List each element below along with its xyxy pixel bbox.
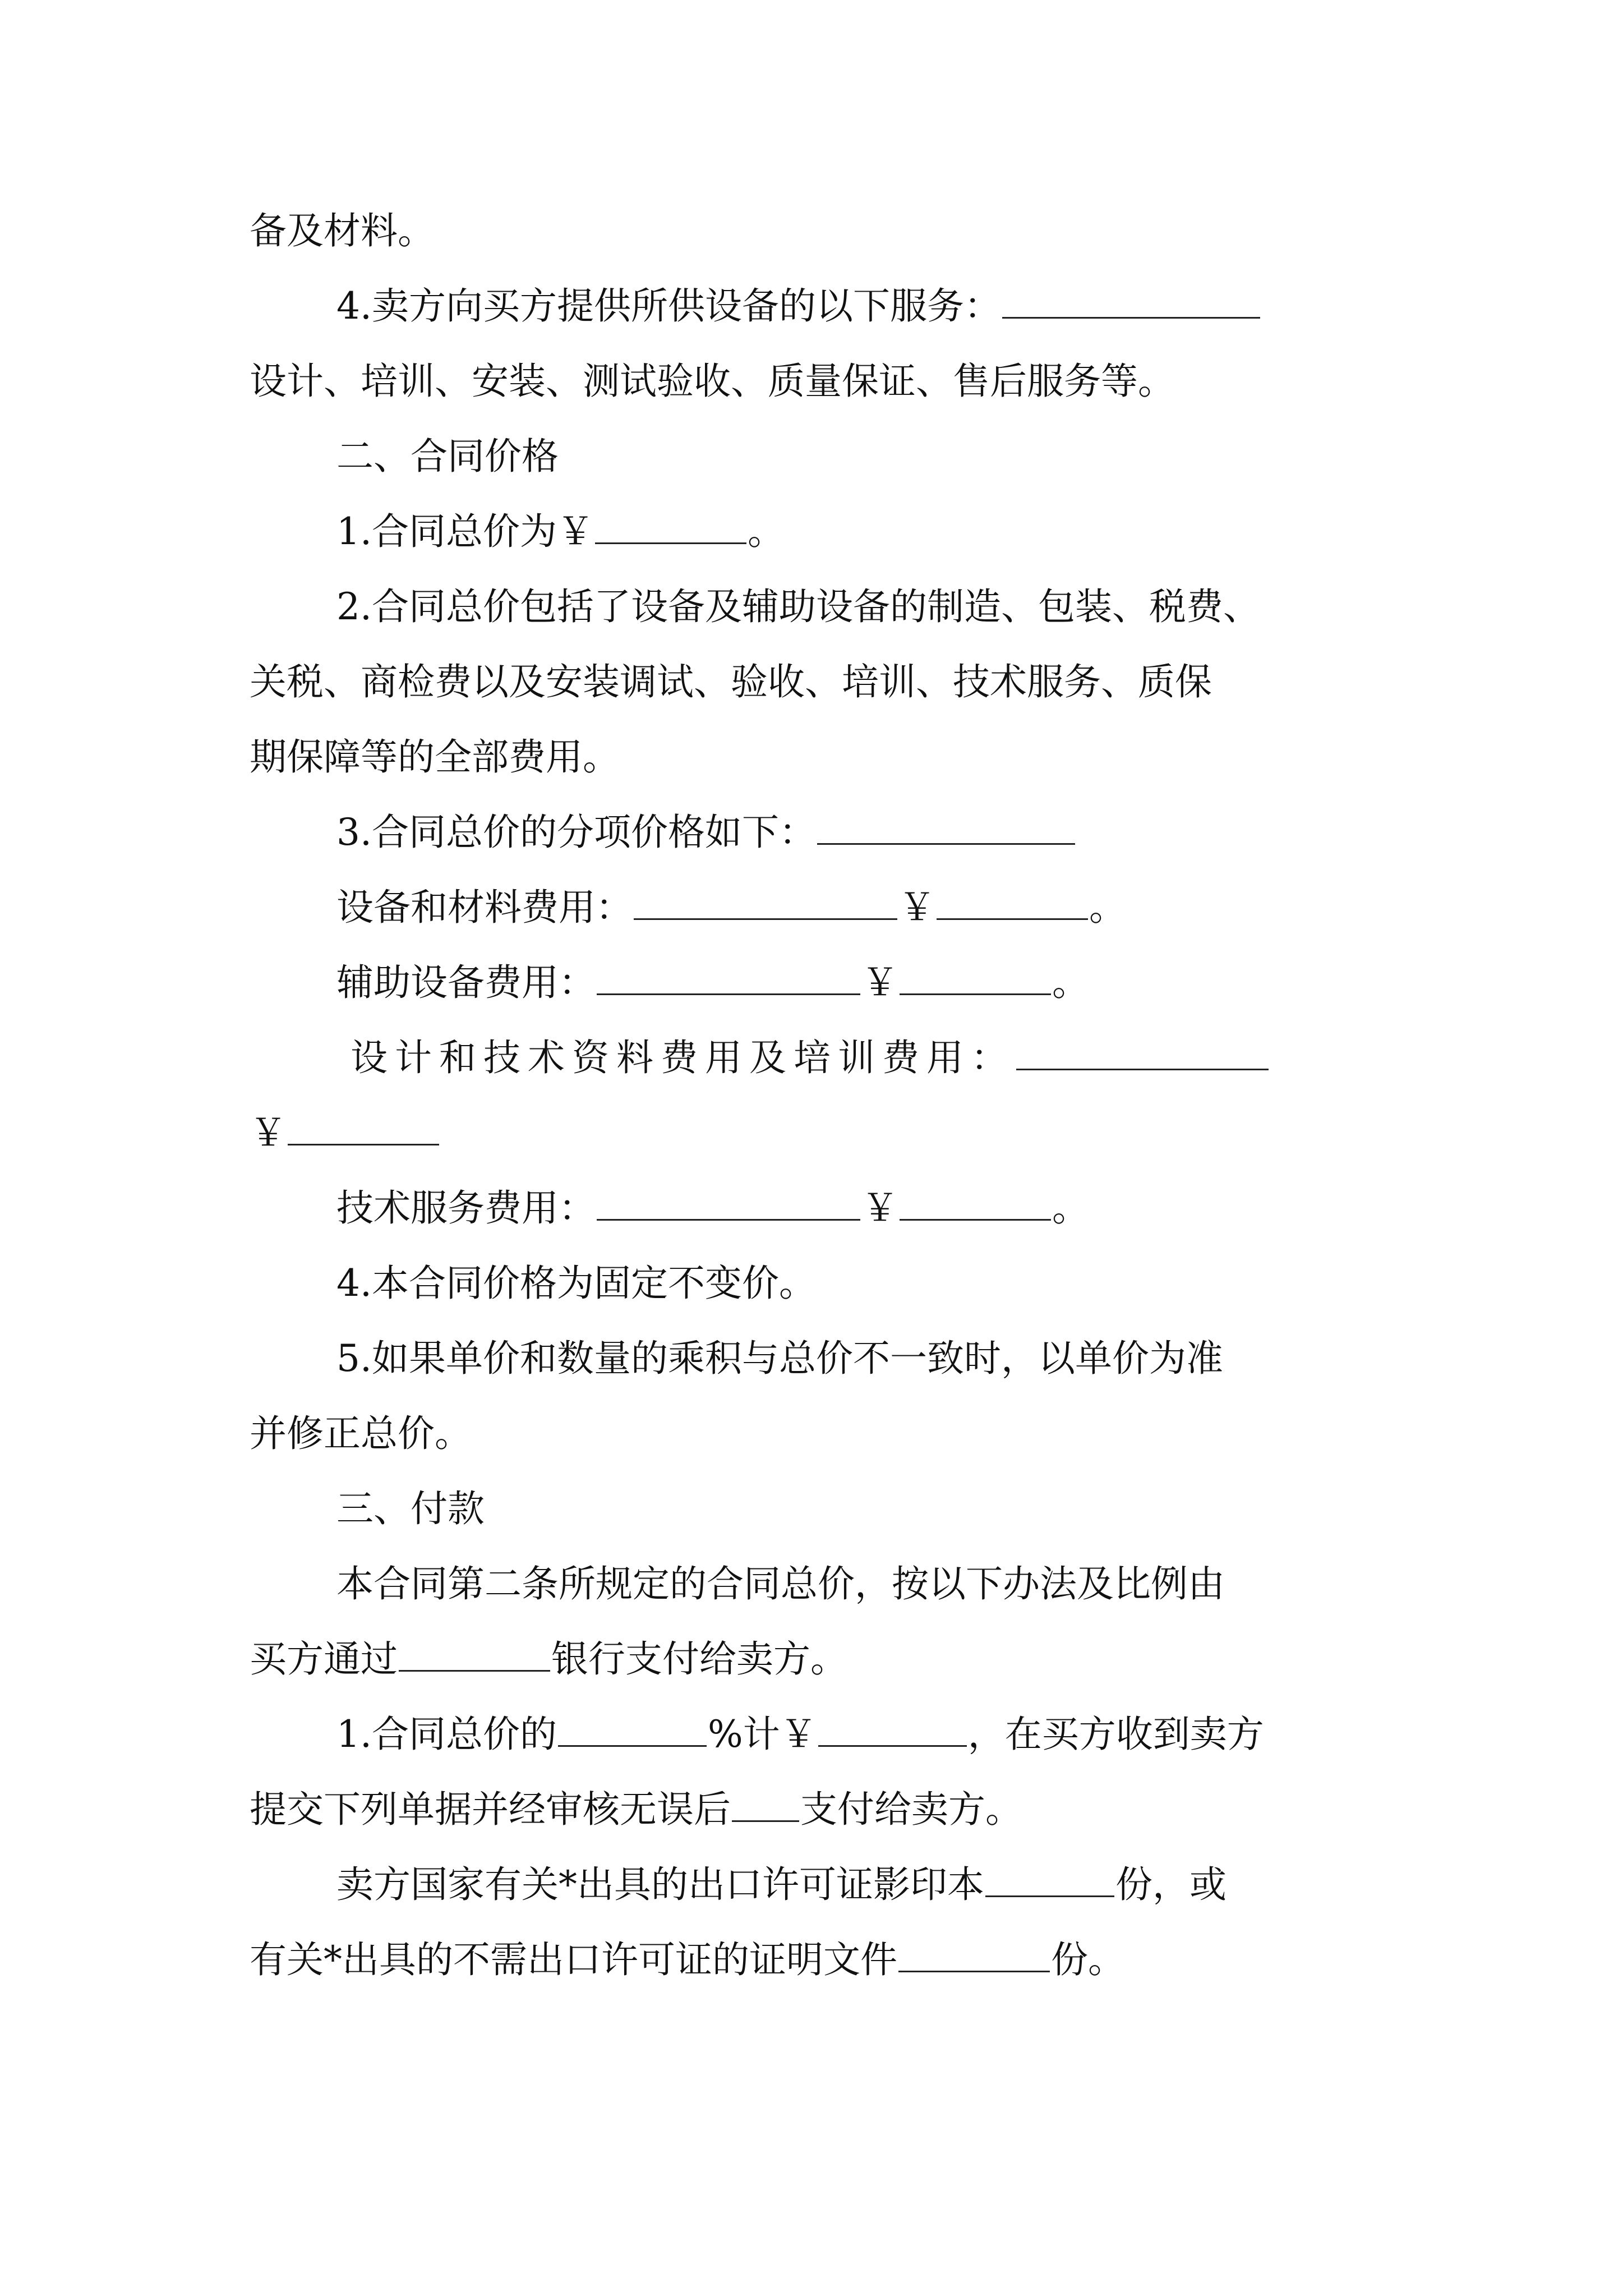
blank-field[interactable] [558,1713,707,1747]
text-line: 买方通过 银行支付给卖方。 [250,1637,847,1681]
blank-field[interactable] [732,1788,799,1822]
text-line: 辅助设备费用： ￥ 。 [336,961,1089,1004]
blank-field[interactable] [818,1713,967,1747]
blank-field[interactable] [595,510,746,544]
text-line: 4.卖方向买方提供所供设备的以下服务： [336,278,1388,334]
text-line: 卖方国家有关*出具的出口许可证影印本 份，或 [336,1863,1227,1906]
blank-field[interactable] [1002,284,1260,319]
text-line: 有关*出具的不需出口许可证的证明文件 份。 [250,1938,1125,1981]
blank-field[interactable] [900,961,1051,995]
text-line: 2.合同总价包括了设备及辅助设备的制造、包装、税费、 [336,585,1260,628]
text-line: 4.本合同价格为固定不变价。 [336,1262,816,1305]
text-line: ￥ [250,1105,1388,1161]
blank-field[interactable] [898,1938,1050,1972]
text-line: 备及材料。 [250,209,435,252]
blank-field[interactable] [900,1186,1051,1221]
blank-field[interactable] [597,961,860,995]
section-heading: 三、付款 [336,1487,485,1530]
text-line: 期保障等的全部费用。 [250,735,620,779]
blank-field[interactable] [399,1637,550,1672]
section-heading: 二、合同价格 [336,435,559,478]
text-line: 1.合同总价的 %计￥ ，在买方收到卖方 [336,1713,1264,1756]
text-line: 本合同第二条所规定的合同总价，按以下办法及比例由 [336,1562,1225,1605]
blank-field[interactable] [937,886,1088,920]
text-line: 提交下列单据并经审核无误后 支付给卖方。 [250,1788,1022,1831]
text-line: 关税、商检费以及安装调试、验收、培训、技术服务、质保 [250,660,1212,703]
blank-field[interactable] [288,1111,439,1145]
text-line: 3.合同总价的分项价格如下： [336,804,1475,861]
text-line: 技术服务费用： ￥ 。 [336,1186,1089,1230]
blank-field[interactable] [1016,1036,1269,1070]
blank-field[interactable] [985,1863,1114,1897]
text-line: 5.如果单价和数量的乘积与总价不一致时，以单价为准 [336,1337,1223,1380]
text-line: 1.合同总价为￥ 。 [336,510,785,553]
text-line: 设计和技术资料费用及培训费用： [351,1030,1388,1086]
blank-field[interactable] [817,811,1075,845]
text-line: 设备和材料费用： ￥ 。 [336,886,1126,929]
blank-field[interactable] [597,1186,860,1221]
text-line: 并修正总价。 [250,1412,472,1455]
blank-field[interactable] [634,886,897,920]
text-line: 设计、培训、安装、测试验收、质量保证、售后服务等。 [250,360,1175,403]
